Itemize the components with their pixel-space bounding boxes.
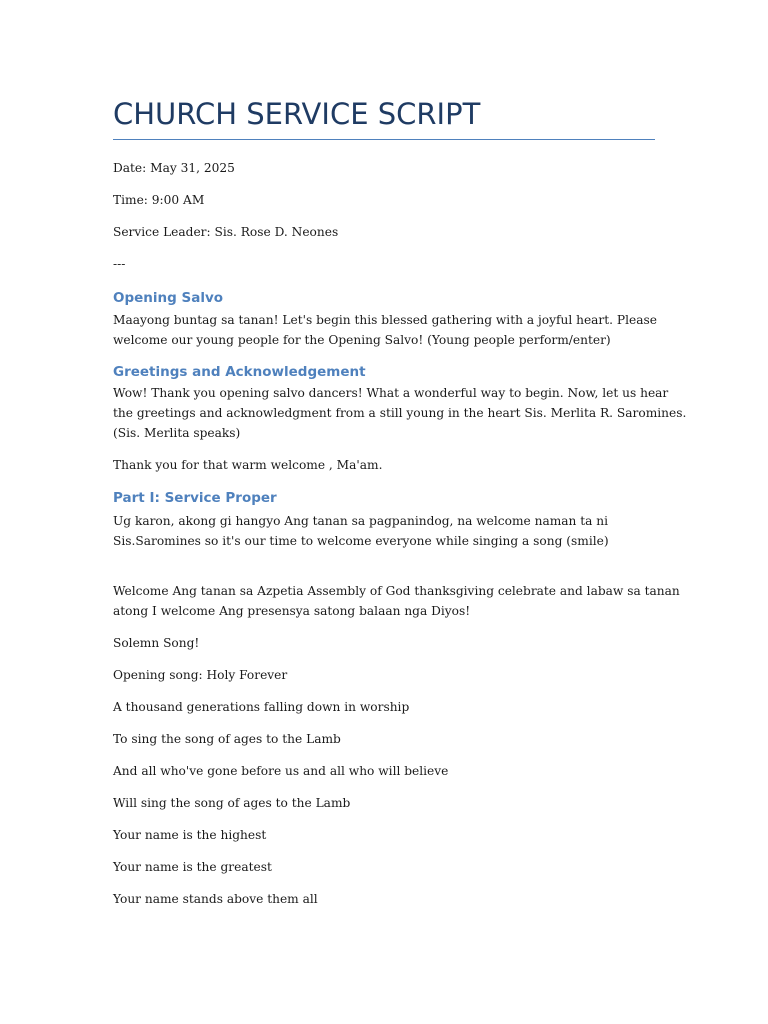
lyric-line: A thousand generations falling down in worship (113, 700, 410, 714)
opening-song: Opening song: Holy Forever (113, 668, 288, 682)
service-leader: Service Leader: Sis. Rose D. Neones (113, 225, 339, 239)
lyric-line: Your name is the greatest (113, 860, 272, 874)
lyric-line: To sing the song of ages to the Lamb (113, 732, 341, 746)
lyric-line: And all who've gone before us and all who will believe (113, 764, 449, 778)
opening-salvo-line: Maayong buntag sa tanan! Let's begin this blessed gathering with a joyful heart. Please (113, 313, 657, 327)
separator-text: --- (113, 257, 126, 271)
welcome-line: Welcome Ang tanan sa Azpetia Assembly of God thanksgiving celebrate and labaw sa tanan (113, 584, 680, 598)
greetings-thanks: Thank you for that warm welcome , Ma'am. (113, 458, 383, 472)
service-date: Date: May 31, 2025 (113, 161, 235, 175)
welcome-line: atong I welcome Ang presensya satong balaan nga Diyos! (113, 604, 471, 618)
greetings-line: (Sis. Merlita speaks) (113, 426, 241, 440)
lyric-line: Your name is the highest (113, 828, 267, 842)
heading-part-one: Part I: Service Proper (113, 490, 277, 506)
part-one-line: Ug karon, akong gi hangyo Ang tanan sa pagpanindog, na welcome naman ta ni (113, 514, 609, 528)
title-underline (113, 139, 655, 140)
lyric-line: Your name stands above them all (113, 892, 318, 906)
greetings-line: the greetings and acknowledgment from a still young in the heart Sis. Merlita R. Saromines. (113, 406, 687, 420)
document-title: CHURCH SERVICE SCRIPT (113, 97, 481, 131)
part-one-line: Sis.Saromines so it's our time to welcome everyone while singing a song (smile) (113, 534, 609, 548)
heading-opening-salvo: Opening Salvo (113, 290, 224, 306)
lyric-line: Will sing the song of ages to the Lamb (113, 796, 351, 810)
solemn-song: Solemn Song! (113, 636, 200, 650)
heading-greetings: Greetings and Acknowledgement (113, 364, 366, 380)
greetings-line: Wow! Thank you opening salvo dancers! What a wonderful way to begin. Now, let us hear (113, 386, 669, 400)
opening-salvo-line: welcome our young people for the Opening Salvo! (Young people perform/enter) (113, 333, 611, 347)
service-time: Time: 9:00 AM (113, 193, 205, 207)
